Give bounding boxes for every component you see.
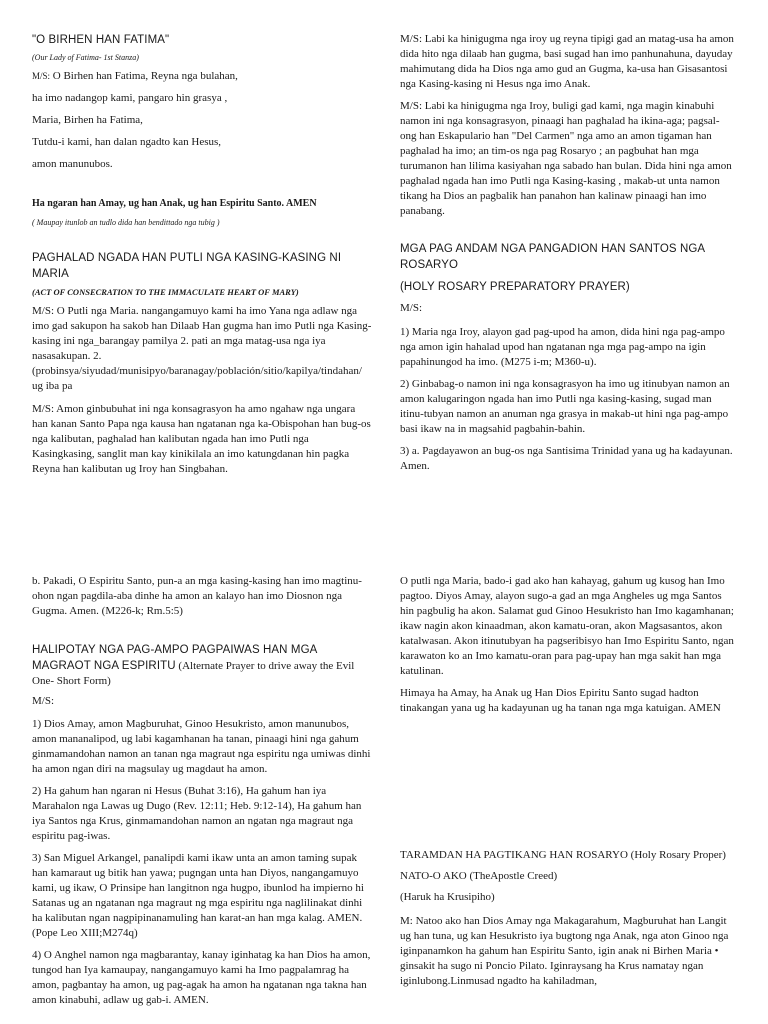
fatima-line-3: Maria, Birhen ha Fatima, [32, 114, 143, 126]
ms-label: M/S: [32, 71, 51, 81]
preparatory-ms-label: M/S: [400, 302, 423, 314]
preparatory-item-2: 2) Ginbabag-o namon ini nga konsagrasyon ha imo ug itinubyan namon an amon kalugaringon ngada han imo Putli nga kasing-kasing, sugad man itinu-tubyan namon an anuman nga grasya in makab-ut hini nga pag-ampo basi ikaw na in magsahid pagbahin-bahin. [400, 378, 730, 435]
short-deliverance-title: HALIPOTAY NGA PAG-AMPO PAGPAIWAS HAN MGA MAGRAOT NGA ESPIRITU [32, 644, 317, 672]
consecration-paragraph-1: M/S: O Putli nga Maria. nangangamuyo kami ha imo Yana nga adlaw nga imo gad sakupon ha sakob han Dilaab Han gugma han imo Putli nga Kasing-kasing ini nga_barangay pamilya 2. pati an mga matag-usa nga iya nasasakupan. 2.(probinsya/siyudad/munisipyo/baranagay/población/sitio/kapilya/tindahan/ ug iba pa [32, 305, 372, 392]
mary-prayer: O putli nga Maria, bado-i gad ako han kahayag, gahum ug kusog han Imo pagtoo. Diyos Amay, alayon sugo-a gad an mga Angheles ug mga Santos hin pagbulig ha akon. Salamat gud Ginoo Hesukristo han Imo kagamhanan; ikaw nagin akon kinaadman, akon kamatu-oran, akon Magsasantos, akon katalwasan. Akon itinutubyan ha pagseribisyo han Imo Espiritu Santo, ngan karawaton ko an Imo kamatu-oran para pag-upay han mga sakit han mga katulinan. [400, 575, 734, 677]
fatima-line-1-text: O Birhen han Fatima, Reyna nga bulahan, [50, 70, 238, 82]
fatima-title: "O BIRHEN HAN FATIMA" [32, 34, 170, 46]
deliverance-item-1: 1) Dios Amay, amon Magburuhat, Ginoo Hesukristo, amon manunubos, amon mananalipod, ug labi kagamhanan ha tanan, pinaagi hini nga gahum ginmamandohan namon an tanan nga magraut nga espiritu nga umiwas dinhi ha amon ngan diri na magsulay ug magdaut ha amon. [32, 718, 371, 775]
preparatory-item-1: 1) Maria nga Iroy, alayon gad pag-upod ha amon, dida hini nga pag-ampo nga amon igin hahalad upod han ngatanan nga mga pag-ampo na igin papahinungod ha imo. (M275 i-m; M360-u). [400, 326, 725, 368]
fatima-subtitle: (Our Lady of Fatima- 1st Stanza) [32, 53, 139, 62]
deliverance-item-2: 2) Ha gahum han ngaran ni Hesus (Buhat 3:16), Ha gahum han iya Marahalon nga Lawas ug Dugo (Rev. 12:11; Heb. 9:12-14), Ha gahum han iya Santos nga Krus, ginmamandohan namon an ngatan nga magraut nga espiritu pag-iwas. [32, 785, 362, 842]
holy-spirit-prayer: b. Pakadi, O Espiritu Santo, pun-a an mga kasing-kasing han imo magtinu-ohon ngan pagdila-aba dinhe ha amon an kalayo han imo Diosnon nga Gugma. Amen. (M226-k; Rm.5:5) [32, 575, 362, 617]
bottom-right-column [400, 574, 735, 997]
short-deliverance-heading [32, 642, 372, 689]
consecration-heading: PAGHALAD NGADA HAN PUTLI NGA KASING-KASING NI MARIA [32, 252, 342, 280]
fatima-line-4: Tutdu-i kami, han dalan ngadto kan Hesus, [32, 136, 222, 148]
deliverance-item-3: 3) San Miguel Arkangel, panalipdi kami ikaw unta an amon taming supak han kamaraut ug bitik han yawa; pugngan unta han Diyos, nangangamuyo kami, ug ikaw, O Prinsipe han langitnon nga hugpo, ibunlod ha impierno hi Satanas ug an ngatanan nga magraut ng mga espiritu nga naglilinakat dinhi ha kalibutan ngan nagpipinanamuling han karat-an han mga kalag. AMEN. (Pope Leo XIII;M274q) [32, 852, 364, 939]
preparatory-item-3: 3) a. Pagdayawon an bug-os nga Santisima Trinidad yana ug ha kadayunan. Amen. [400, 445, 733, 472]
spacer [400, 716, 735, 848]
sign-of-cross-amen: Ha ngaran han Amay, ug han Anak, ug han Espiritu Santo. AMEN [32, 198, 317, 209]
top-left-column [32, 32, 372, 485]
glory-be: Himaya ha Amay, ha Anak ug Han Dios Epiritu Santo sugad hadton tinakangan yana ug ha kadayunan ug ha tanan nga mga katuigan. AMEN [400, 687, 721, 714]
bottom-left-column [32, 574, 372, 1016]
deliverance-item-4: 4) O Anghel namon nga magbarantay, kanay iginhatag ka han Dios ha amon, tungod han Iya kamaupay, nangangamuyo kami ha Imo pagpalamrag ha amon, pagbantay ha amon, ug pag-agak ha amon ha ngatanan nga takna han amon kinabuhi, adlaw ug gab-i. AMEN. [32, 949, 371, 1006]
preparatory-heading: MGA PAG ANDAM NGA PANGADION HAN SANTOS NGA ROSARYO [400, 243, 705, 271]
fatima-line-1 [32, 69, 372, 84]
crucifix-note: (Haruk ha Krusipiho) [400, 891, 495, 903]
consecration-paragraph-2: M/S: Amon ginbubuhat ini nga konsagrasyon ha amo ngahaw nga ungara han kanan Santo Papa nga kausa han ngatanan nga ka-Obispohan han bug-os nga kalibutan, paghalad han kalibutan ngada han imo Putli nga Kasingkasing, sanglit man kay kinikilala an imo katungdanan hin pagka Reyna han kalibutan ug Iroy han Singbahan. [32, 403, 371, 475]
fatima-line-2: ha imo nadangop kami, pangaro hin grasya , [32, 92, 228, 104]
top-right-column [400, 32, 735, 482]
apostles-creed-text: M: Natoo ako han Dios Amay nga Makagarahum, Magburuhat han Langit ug han tuna, ug kan Hesukristo iya bugtong nga Anak, nga aton Ginoo nga iginpanamkon ha gahum han Espiritu Santo, igin anak ni Birhen Maria • ginsakit ha sugo ni Poncio Pilato. Iginraysang ha Krus namatay ngan iginlubong.Linmusad ngadto ha kahiladman, [400, 915, 729, 987]
apostles-creed-title: NATO-O AKO (TheApostle Creed) [400, 870, 558, 882]
fatima-line-5: amon manunubos. [32, 158, 113, 170]
short-deliverance-subtitle: (Alternate Prayer to drive away the Evil One- Short Form) [32, 660, 355, 687]
holy-water-note: ( Maupay itunlob an tudlo dida han bendittado nga tubig ) [32, 218, 220, 227]
consecration-paragraph-4: M/S: Labi ka hinigugma nga Iroy, buligi gad kami, nga magin kinabuhi namon ini nga konsagrasyon, pinaagi han paghalad ha ikina-aga; pagsal-ong han Eskapulario han "Del Carmen" nga amo an amon tigaman han paghalad ha imo; an tim-os nga pag Rosaryo ; an pagbuhat han mga turumanon han lilima kasiyahan nga sabado han bulan. Dida hini nga amon paghalad ngada han imo Putli nga Kasing-kasing , makab-ut unta namon tikang ha Dios an pagbalik han panahon han kalinaw pinaagi han imo panabang. [400, 100, 732, 217]
consecration-paragraph-3: M/S: Labi ka hinigugma nga iroy ug reyna tipigi gad an matag-usa ha amon dida hito nga dilaab han gugma, basi sugad han imo panhunahuna, dayuday mahimutang dida ha Dios nga amo gud an Gugma, ka-usa han Gisasantosi nga Kasing-kasing ni Hesus nga imo Anak. [400, 33, 734, 90]
deliverance-ms-label: M/S: [32, 695, 55, 707]
consecration-subheading: (ACT OF CONSECRATION TO THE IMMACULATE HEART OF MARY) [32, 287, 299, 297]
preparatory-subheading: (HOLY ROSARY PREPARATORY PRAYER) [400, 281, 630, 293]
rosary-proper-heading: TARAMDAN HA PAGTIKANG HAN ROSARYO (Holy Rosary Proper) [400, 849, 726, 861]
